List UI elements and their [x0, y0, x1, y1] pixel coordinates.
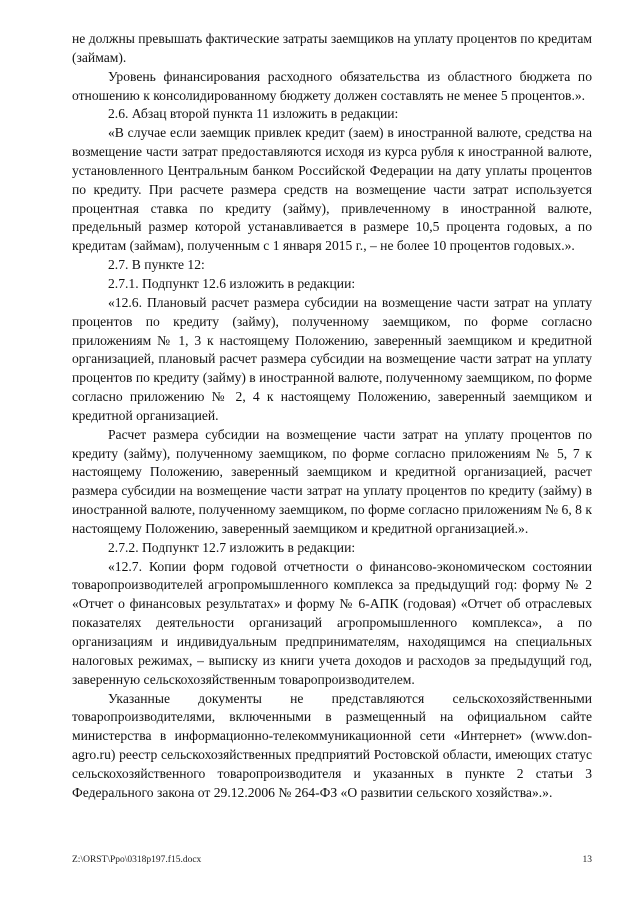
paragraph-1: не должны превышать фактические затраты заемщиков на уплату процентов по кредитам (займам).	[72, 31, 592, 65]
paragraph-3: 2.6. Абзац второй пункта 11 изложить в редакции:	[108, 106, 399, 122]
paragraph-7: «12.6. Плановый расчет размера субсидии на возмещение части затрат на уплату процентов по кредиту (займу), полученному заемщиком, по форме согласно приложениям № 1, 3 к настоящему Положению, заверенный заемщиком и кредитной организацией, плановый расчет размера субсидии на возмещение части затрат на уплату процентов по кредиту (займу) в иностранной валюте, полученному заемщиком, по форме согласно приложению № 2, 4 к настоящему Положению, заверенный заемщиком и кредитной организацией.	[72, 294, 592, 423]
paragraph-5: 2.7. В пункте 12:	[108, 257, 205, 273]
paragraph-8: Расчет размера субсидии на возмещение части затрат на уплату процентов по кредиту (займу), полученному заемщиком, по форме согласно приложениям № 5, 7 к настоящему Положению, заверенный заемщиком и кредитной организацией, расчет размера субсидии на возмещение части затрат на уплату процентов по кредиту (займу) в иностранной валюте, полученному заемщиком, по форме согласно приложениям № 6, 8 к настоящему Положению, заверенный заемщиком и кредитной организацией.».	[72, 426, 592, 536]
paragraph-10: «12.7. Копии форм годовой отчетности о финансово-экономическом состоянии товаропроизводителей агропромышленного комплекса за предыдущий год: форму № 2 «Отчет о финансовых результатах» и форму № 6-АПК (годовая) «Отчет об отраслевых показателях деятельности организаций агропромышленного комплекса», а по организациям и индивидуальным предпринимателям, находящимся на специальных налоговых режимах, – выписку из книги учета доходов и расходов за предыдущий год, заверенную сельскохозяйственным товаропроизводителем.	[72, 558, 592, 687]
paragraph-6: 2.7.1. Подпункт 12.6 изложить в редакции:	[108, 275, 356, 291]
paragraph-11: Указанные документы не представляются сельскохозяйственными товаропроизводителями, включенными в размещенный на официальном сайте министерства в информационно-телекоммуникационной сети «Интернет» (www.don-agro.ru) реестр сельскохозяйственных предприятий Ростовской области, имеющих статус сельскохозяйственного товаропроизводителя и указанных в пункте 2 статьи 3 Федерального закона от 29.12.2006 № 264-ФЗ «О развитии сельского хозяйства».».	[72, 690, 592, 800]
document-body	[72, 30, 592, 803]
footer-file-path: Z:\ORST\Ppo\0318p197.f15.docx	[72, 855, 202, 865]
page-number: 13	[582, 855, 592, 865]
paragraph-4: «В случае если заемщик привлек кредит (заем) в иностранной валюте, средства на возмещение части затрат предоставляются исходя из курса рубля к иностранной валюте, установленного Центральным банком Российской Федерации на дату уплаты процентов по кредиту. При расчете размера средств на возмещение части затрат используется процентная ставка по кредиту (займу), привлеченному в иностранной валюте, предельный размер которой устанавливается в размере 10,5 процента годовых, а по кредитам (займам), полученным с 1 января 2015 г., – не более 10 процентов годовых.».	[72, 125, 592, 254]
paragraph-2: Уровень финансирования расходного обязательства из областного бюджета по отношению к консолидированному бюджету должен составлять не менее 5 процентов.».	[72, 68, 592, 103]
paragraph-9: 2.7.2. Подпункт 12.7 изложить в редакции:	[108, 539, 356, 555]
